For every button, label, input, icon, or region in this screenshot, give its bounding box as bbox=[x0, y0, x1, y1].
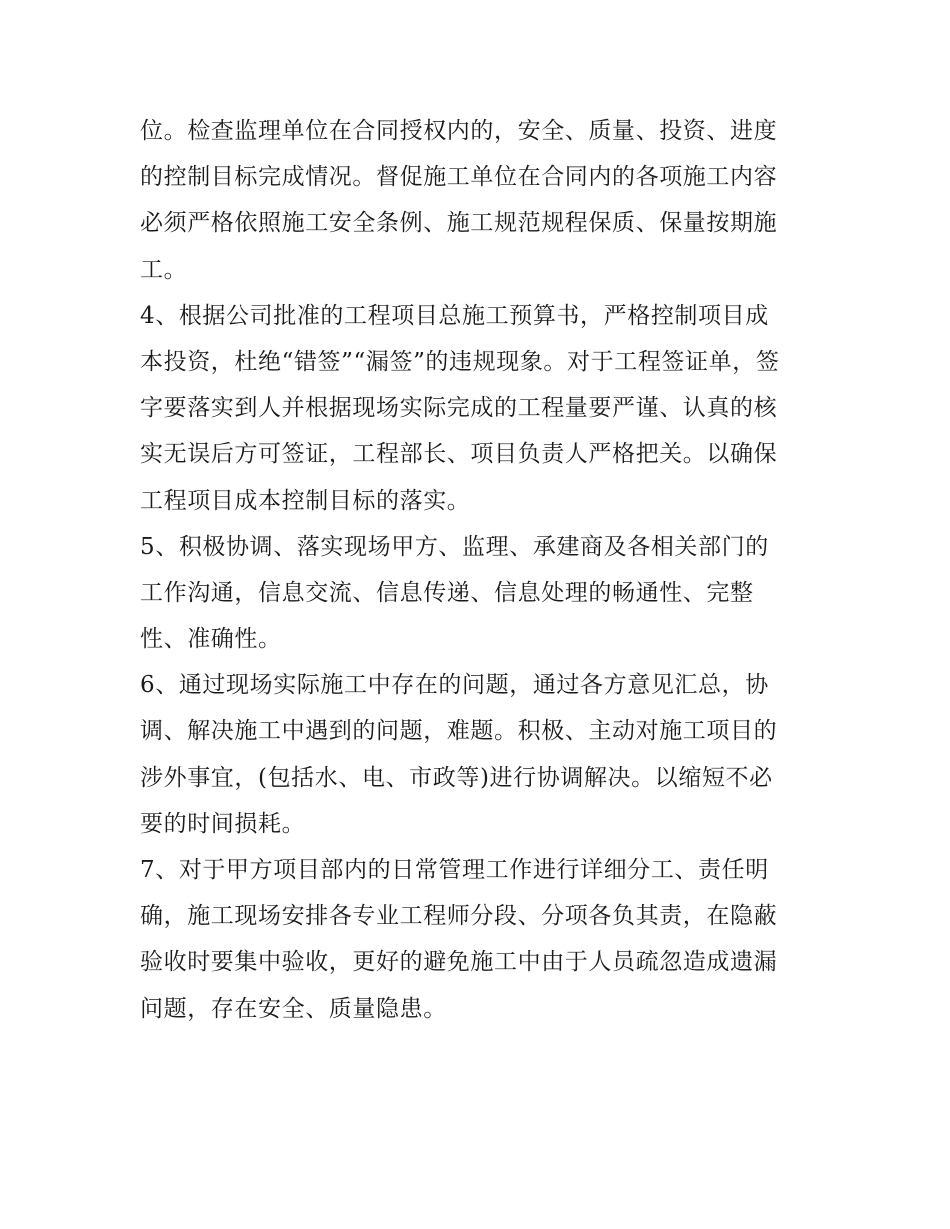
text-line: 问题，存在安全、质量隐患。 bbox=[140, 995, 447, 1022]
paragraph-item-4 bbox=[140, 293, 820, 524]
text-line: 4、根据公司批准的工程项目总施工预算书，严格控制项目成 bbox=[140, 302, 769, 329]
text-line: 字要落实到人并根据现场实际完成的工程量要严谨、认真的核 bbox=[140, 395, 778, 422]
text-line: 必须严格依照施工安全条例、施工规范规程保质、保量按期施 bbox=[140, 210, 778, 237]
document-body bbox=[140, 108, 820, 1032]
text-line: 工程项目成本控制目标的落实。 bbox=[140, 487, 471, 514]
text-line: 位。检查监理单位在合同授权内的，安全、质量、投资、进度 bbox=[140, 118, 778, 144]
text-line: 性、准确性。 bbox=[140, 626, 282, 653]
text-line: 本投资，杜绝“错签”“漏签”的违规现象。对于工程签证单，签 bbox=[140, 348, 780, 375]
paragraph-item-7 bbox=[140, 847, 820, 1032]
paragraph-item-5 bbox=[140, 524, 820, 663]
text-line: 5、积极协调、落实现场甲方、监理、承建商及各相关部门的 bbox=[140, 533, 769, 560]
text-line: 工。 bbox=[140, 256, 188, 283]
paragraph-item-6 bbox=[140, 662, 820, 847]
text-line: 的控制目标完成情况。督促施工单位在合同内的各项施工内容 bbox=[140, 164, 778, 191]
text-line: 确，施工现场安排各专业工程师分段、分项各负其责，在隐蔽 bbox=[140, 903, 778, 930]
paragraph-continuation bbox=[140, 108, 820, 293]
text-line: 涉外事宜，(包括水、电、市政等)进行协调解决。以缩短不必 bbox=[140, 764, 773, 791]
text-line: 6、通过现场实际施工中存在的问题，通过各方意见汇总，协 bbox=[140, 672, 769, 699]
text-line: 7、对于甲方项目部内的日常管理工作进行详细分工、责任明 bbox=[140, 857, 769, 883]
text-line: 验收时要集中验收，更好的避免施工中由于人员疏忽造成遗漏 bbox=[140, 949, 778, 976]
text-line: 工作沟通，信息交流、信息传递、信息处理的畅通性、完整 bbox=[140, 579, 754, 606]
text-line: 实无误后方可签证，工程部长、项目负责人严格把关。以确保 bbox=[140, 441, 778, 468]
text-line: 调、解决施工中遇到的问题，难题。积极、主动对施工项目的 bbox=[140, 718, 778, 745]
text-line: 要的时间损耗。 bbox=[140, 810, 306, 837]
